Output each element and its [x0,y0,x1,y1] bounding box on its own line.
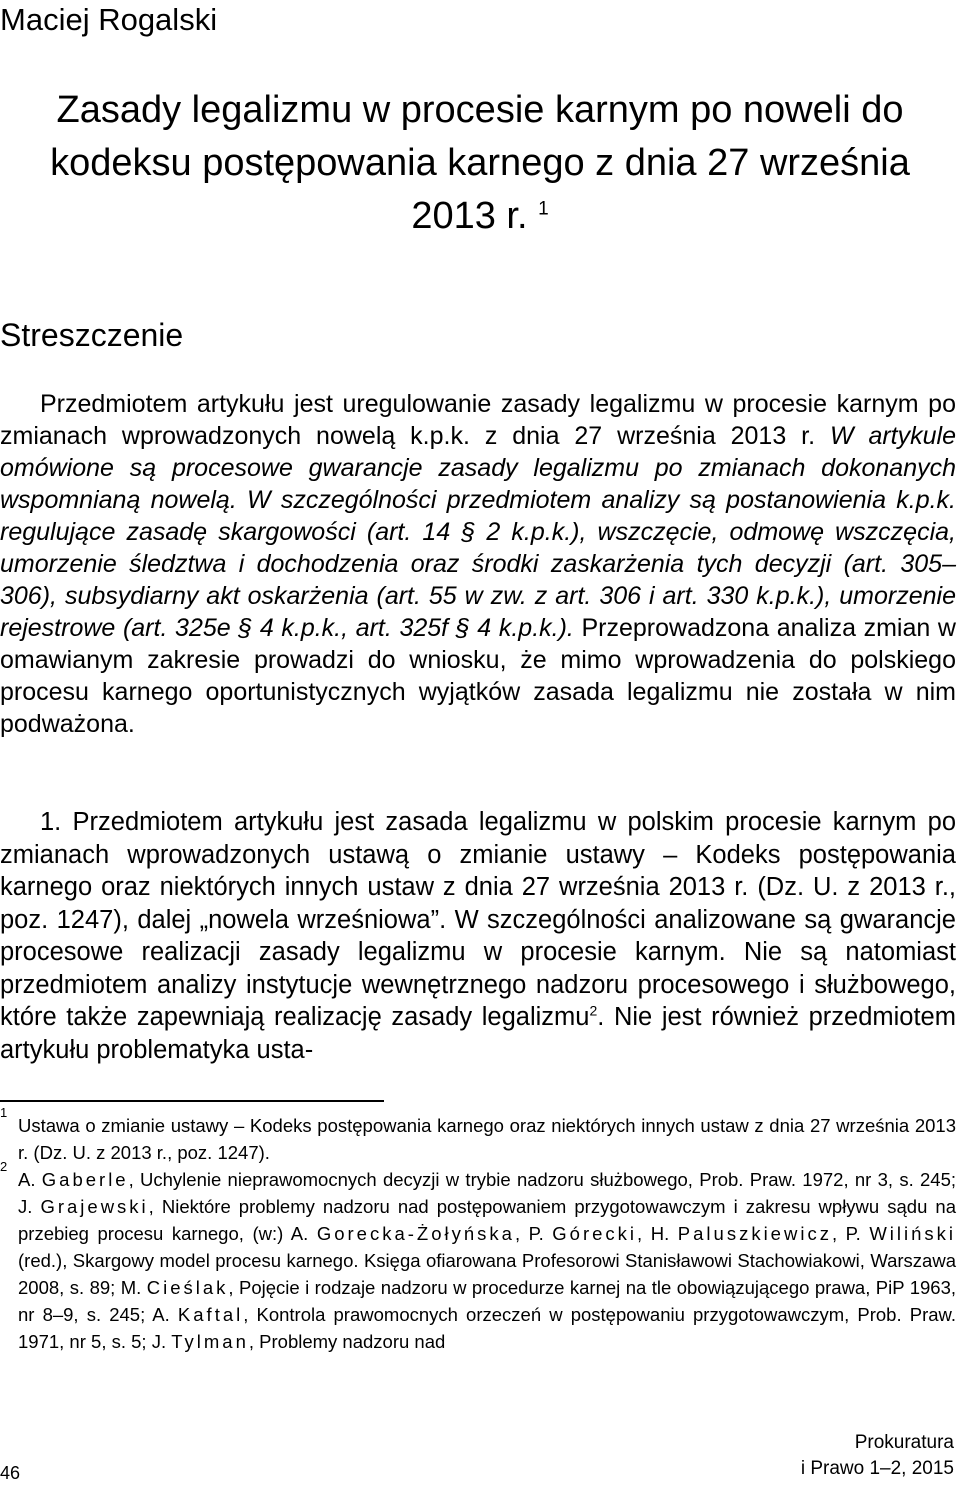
citation-text: , Kontrola prawomocnych orzeczeń w postępowaniu przygotowawczym, Prob. Praw. 1971, nr 5, s. 5; J. [18,1304,956,1352]
cited-author: Wiliński [869,1223,957,1244]
body-paragraph-text: 1. Przedmiotem artykułu jest zasada legalizmu w polskim procesie karnym po zmianach wprowadzonych ustawą o zmianie ustawy – Kodeks postępowania karnego oraz niektórych innych ustaw z dnia 27 września 2013 r. (Dz. U. z 2013 r., poz. 1247), dalej „nowela wrześniowa”. W szczególności analizowane są gwarancje procesowe realizacji zasady legalizmu w procesie karnym. Nie są natomiast przedmiotem analizy instytucje wewnętrznego nadzoru procesowego i służbowego, które także zapewniają realizację zasady legalizmu [0,808,956,1031]
footnote-2 [0,1159,957,1355]
cited-author: Cieślak [146,1277,229,1298]
footnote-text: Ustawa o zmianie ustawy – Kodeks postępowania karnego oraz niektórych innych ustaw z dnia 27 września 2013 r. (Dz. U. z 2013 r., poz. 1247). [18,1115,956,1163]
footnote-lead: A. [18,1169,42,1190]
body-paragraph-tail: . Nie jest również przedmiotem artykułu problematyka usta- [0,1003,956,1064]
cited-author: Gorecka-Żołyńska [316,1223,515,1244]
cited-author: Gaberle [41,1169,129,1190]
abstract-paragraph [0,388,956,740]
body-paragraph [0,806,956,1066]
footnote-separator [0,1100,384,1102]
body-footnote-ref: 2 [589,1002,598,1019]
citation-text: , Niektóre problemy nadzoru nad postępowaniem przygotowawczym i zakresu wpływu sądu na przebieg procesu karnego, (w:) A. [18,1196,957,1244]
citation-text: , P. [514,1223,553,1244]
cited-author: Grajewski [40,1196,149,1217]
journal-issue: i Prawo 1–2, 2015 [800,1458,954,1479]
title-footnote-ref: 1 [538,198,549,220]
article-title [40,84,920,243]
abstract-italic: W artykule omówione są procesowe gwarancje zasady legalizmu po zmianach dokonanych wspomnianą nowelą. W szczególności przedmiotem analizy są postanowienia k.p.k. regulujące zasadę skargowości (art. 14 § 2 k.p.k.), wszczęcie, odmowę wszczęcia, umorzenie śledztwa i dochodzenia oraz środki zaskarżenia tych decyzji (art. 305–306), subsydiarny akt oskarżenia (art. 55 w zw. z art. 306 i art. 330 k.p.k.), umorzenie rejestrowe (art. 325e § 4 k.p.k., art. 325f § 4 k.p.k.). [0,422,956,642]
citation-text: , Uchylenie nieprawomocnych decyzji w trybie nadzoru służbowego, Prob. Praw. 1972, nr 3, s. 245; J. [18,1169,957,1217]
citation-text: , Problemy nadzoru nad [248,1331,446,1352]
journal-name: Prokuratura [854,1432,954,1453]
citation-text: , Pojęcie i rodzaje nadzoru w procedurze karnej na tle obowiązującego prawa, PiP 1963, nr 8–9, s. 245; A. [18,1277,956,1325]
cited-author: Paluszkiewicz [677,1223,832,1244]
footnote-number: 2 [0,1159,8,1174]
page-number: 46 [0,1463,21,1483]
citation-text: (red.), Skargowy model procesu karnego. Księga ofiarowana Profesorowi Stanisławowi Stachowiakowi, Warszawa 2008, s. 89; M. [18,1250,956,1298]
article-title-text: Zasady legalizmu w procesie karnym po noweli do kodeksu postępowania karnego z dnia 27 września 2013 r. [50,89,910,237]
abstract-lead: Przedmiotem artykułu jest uregulowanie zasady legalizmu w procesie karnym po zmianach wprowadzonych nowelą k.p.k. z dnia 27 września 2013 r. [0,390,956,450]
abstract-tail: Przeprowadzona analiza zmian w omawianym zakresie prowadzi do wniosku, że mimo wprowadzenia do polskiego procesu karnego oportunistycznych wyjątków zasada legalizmu nie została w nim podważona. [0,614,956,738]
cited-author: Kaftal [177,1304,244,1325]
author-name: Maciej Rogalski [0,2,218,37]
footnotes [0,1105,957,1355]
citation-text: , H. [637,1223,678,1244]
journal-info [801,1430,954,1482]
footnote-1 [0,1105,956,1166]
citation-text: , P. [831,1223,870,1244]
footnote-number: 1 [0,1105,8,1120]
cited-author: Tylman [171,1331,249,1352]
abstract-heading: Streszczenie [0,317,184,353]
cited-author: Górecki [552,1223,638,1244]
